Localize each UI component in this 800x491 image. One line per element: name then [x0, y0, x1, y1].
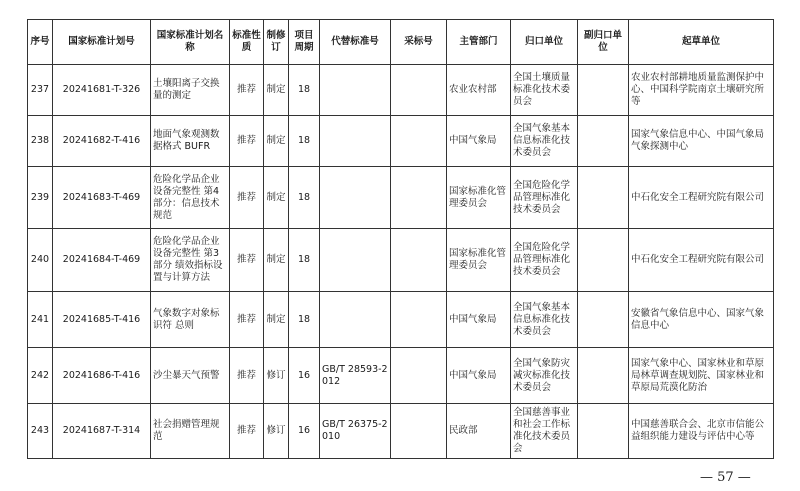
cell-sub-committee — [578, 116, 629, 167]
cell-plan-name: 气象数字对象标识符 总则 — [151, 292, 230, 348]
table-row — [28, 116, 774, 167]
standards-plan-table — [27, 19, 774, 459]
cell-revision-type: 制定 — [264, 116, 289, 167]
table-row — [28, 348, 774, 404]
cell-serial: 239 — [28, 167, 53, 229]
cell-cycle: 18 — [289, 167, 320, 229]
cell-replaced-standard — [320, 167, 391, 229]
cell-plan-number: 20241684-T-469 — [53, 229, 151, 292]
cell-plan-number: 20241687-T-314 — [53, 404, 151, 459]
cell-sub-committee — [578, 404, 629, 459]
cell-adopted-standard — [391, 65, 447, 116]
header-technical-committee: 归口单位 — [511, 20, 578, 65]
cell-technical-committee: 全国气象基本信息标准化技术委员会 — [511, 292, 578, 348]
header-serial: 序号 — [28, 20, 53, 65]
cell-plan-name: 地面气象观测数据格式 BUFR — [151, 116, 230, 167]
table-row — [28, 229, 774, 292]
cell-plan-number: 20241685-T-416 — [53, 292, 151, 348]
cell-nature: 推荐 — [230, 65, 264, 116]
cell-plan-name: 危险化学品企业设备完整性 第3部分 绩效指标设置与计算方法 — [151, 229, 230, 292]
cell-drafter: 中石化安全工程研究院有限公司 — [629, 167, 774, 229]
header-plan-number: 国家标准计划号 — [53, 20, 151, 65]
cell-cycle: 18 — [289, 229, 320, 292]
cell-nature: 推荐 — [230, 404, 264, 459]
page-number: — 57 — — [700, 470, 751, 485]
cell-replaced-standard: GB/T 26375-2010 — [320, 404, 391, 459]
table-header-row — [28, 20, 774, 65]
cell-replaced-standard — [320, 229, 391, 292]
cell-technical-committee: 全国土壤质量标准化技术委员会 — [511, 65, 578, 116]
cell-sub-committee — [578, 65, 629, 116]
cell-nature: 推荐 — [230, 292, 264, 348]
cell-plan-number: 20241686-T-416 — [53, 348, 151, 404]
cell-sub-committee — [578, 292, 629, 348]
cell-adopted-standard — [391, 229, 447, 292]
cell-technical-committee: 全国气象防灾减灾标准化技术委员会 — [511, 348, 578, 404]
table-row — [28, 167, 774, 229]
cell-replaced-standard: GB/T 28593-2012 — [320, 348, 391, 404]
cell-drafter: 国家气象中心、国家林业和草原局林草调查规划院、国家林业和草原局荒漠化防治 — [629, 348, 774, 404]
cell-technical-committee: 全国气象基本信息标准化技术委员会 — [511, 116, 578, 167]
cell-sub-committee — [578, 348, 629, 404]
cell-plan-number: 20241681-T-326 — [53, 65, 151, 116]
cell-drafter: 农业农村部耕地质量监测保护中心、中国科学院南京土壤研究所等 — [629, 65, 774, 116]
cell-cycle: 16 — [289, 404, 320, 459]
cell-department: 民政部 — [447, 404, 511, 459]
cell-cycle: 18 — [289, 116, 320, 167]
cell-drafter: 国家气象信息中心、中国气象局气象探测中心 — [629, 116, 774, 167]
cell-plan-number: 20241682-T-416 — [53, 116, 151, 167]
cell-serial: 242 — [28, 348, 53, 404]
header-plan-name: 国家标准计划名称 — [151, 20, 230, 65]
cell-department: 中国气象局 — [447, 292, 511, 348]
cell-replaced-standard — [320, 116, 391, 167]
cell-revision-type: 修订 — [264, 404, 289, 459]
cell-drafter: 安徽省气象信息中心、国家气象信息中心 — [629, 292, 774, 348]
cell-adopted-standard — [391, 404, 447, 459]
header-revision-type: 制修订 — [264, 20, 289, 65]
cell-adopted-standard — [391, 348, 447, 404]
cell-replaced-standard — [320, 292, 391, 348]
cell-adopted-standard — [391, 292, 447, 348]
cell-plan-number: 20241683-T-469 — [53, 167, 151, 229]
header-adopted-standard: 采标号 — [391, 20, 447, 65]
cell-nature: 推荐 — [230, 167, 264, 229]
cell-revision-type: 制定 — [264, 292, 289, 348]
cell-serial: 243 — [28, 404, 53, 459]
cell-sub-committee — [578, 167, 629, 229]
cell-department: 农业农村部 — [447, 65, 511, 116]
cell-department: 国家标准化管理委员会 — [447, 229, 511, 292]
cell-serial: 241 — [28, 292, 53, 348]
cell-department: 中国气象局 — [447, 348, 511, 404]
cell-revision-type: 制定 — [264, 229, 289, 292]
cell-plan-name: 社会捐赠管理规范 — [151, 404, 230, 459]
cell-nature: 推荐 — [230, 229, 264, 292]
cell-sub-committee — [578, 229, 629, 292]
cell-department: 中国气象局 — [447, 116, 511, 167]
header-replaced-standard: 代替标准号 — [320, 20, 391, 65]
header-nature: 标准性质 — [230, 20, 264, 65]
cell-revision-type: 修订 — [264, 348, 289, 404]
table-row — [28, 404, 774, 459]
cell-cycle: 18 — [289, 292, 320, 348]
cell-replaced-standard — [320, 65, 391, 116]
cell-cycle: 16 — [289, 348, 320, 404]
header-department: 主管部门 — [447, 20, 511, 65]
header-drafter: 起草单位 — [629, 20, 774, 65]
header-cycle: 项目周期 — [289, 20, 320, 65]
cell-serial: 237 — [28, 65, 53, 116]
cell-drafter: 中石化安全工程研究院有限公司 — [629, 229, 774, 292]
cell-plan-name: 沙尘暴天气预警 — [151, 348, 230, 404]
cell-nature: 推荐 — [230, 348, 264, 404]
cell-revision-type: 制定 — [264, 65, 289, 116]
cell-revision-type: 制定 — [264, 167, 289, 229]
cell-department: 国家标准化管理委员会 — [447, 167, 511, 229]
table-row — [28, 65, 774, 116]
cell-serial: 238 — [28, 116, 53, 167]
cell-technical-committee: 全国慈善事业和社会工作标准化技术委员会 — [511, 404, 578, 459]
cell-adopted-standard — [391, 116, 447, 167]
cell-technical-committee: 全国危险化学品管理标准化技术委员会 — [511, 167, 578, 229]
cell-nature: 推荐 — [230, 116, 264, 167]
cell-drafter: 中国慈善联合会、北京市信能公益组织能力建设与评估中心等 — [629, 404, 774, 459]
table-row — [28, 292, 774, 348]
cell-serial: 240 — [28, 229, 53, 292]
cell-plan-name: 土壤阳离子交换量的测定 — [151, 65, 230, 116]
cell-adopted-standard — [391, 167, 447, 229]
cell-cycle: 18 — [289, 65, 320, 116]
cell-technical-committee: 全国危险化学品管理标准化技术委员会 — [511, 229, 578, 292]
header-sub-committee: 副归口单位 — [578, 20, 629, 65]
cell-plan-name: 危险化学品企业设备完整性 第4部分：信息技术规范 — [151, 167, 230, 229]
